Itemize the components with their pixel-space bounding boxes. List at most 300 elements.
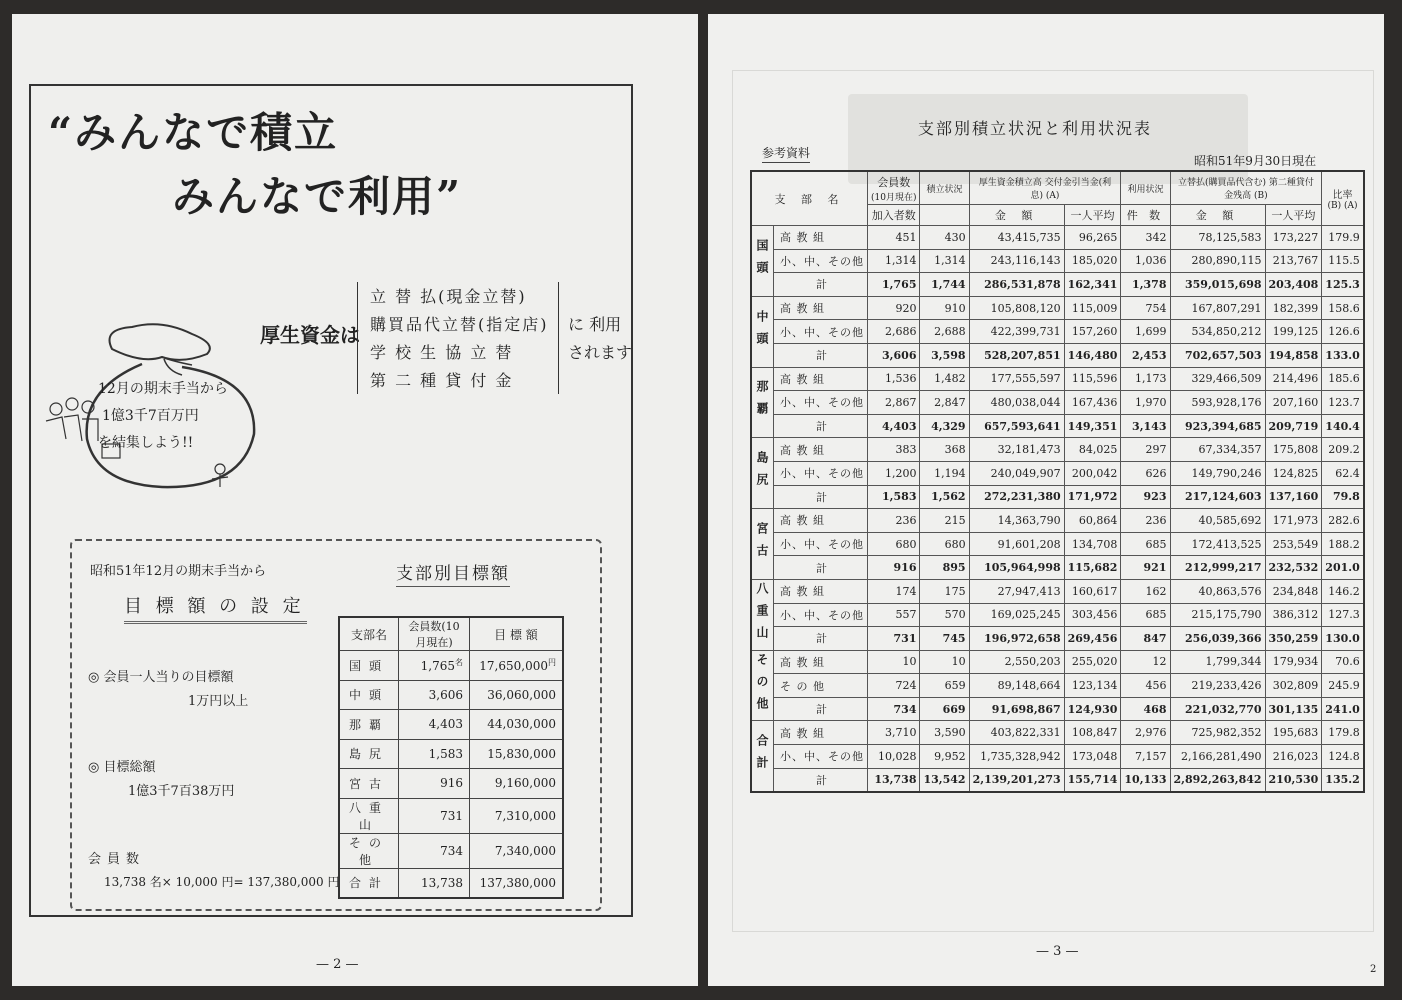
- cell-amount: 422,399,731: [969, 320, 1064, 344]
- cell-uavg: 214,496: [1265, 367, 1322, 391]
- cell-uavg: 182,399: [1265, 296, 1322, 320]
- target-members: [399, 680, 470, 710]
- cell-cases: 1,036: [1121, 249, 1170, 273]
- cell-usage: 329,466,509: [1170, 367, 1265, 391]
- cell-usage: 40,585,692: [1170, 509, 1265, 533]
- page-number-left: — 2 —: [316, 957, 359, 972]
- header-enrolled: 加入者数: [868, 205, 920, 226]
- target-table-header: [339, 617, 563, 651]
- cell-uavg: 173,227: [1265, 226, 1322, 250]
- cell-uavg: 216,023: [1265, 745, 1322, 769]
- branch-name: 国頭: [751, 226, 774, 297]
- cell-uavg: 232,532: [1265, 556, 1322, 580]
- target-branch: 合計: [339, 868, 399, 898]
- header-ratio: [1322, 171, 1364, 226]
- cell-members: 1,765: [868, 273, 920, 297]
- table-row: [751, 461, 1364, 485]
- cell-enrolled: 10: [920, 650, 969, 674]
- cell-enrolled: 910: [920, 296, 969, 320]
- table-row: [751, 650, 1364, 674]
- target-table-row: [339, 680, 563, 710]
- target-branch: 那覇: [339, 710, 399, 740]
- cell-uavg: 171,973: [1265, 509, 1322, 533]
- table-header-row: [751, 171, 1364, 205]
- cell-usage: 923,394,685: [1170, 414, 1265, 438]
- cell-members: 734: [868, 697, 920, 721]
- table-row: [751, 697, 1364, 721]
- cell-usage: 1,799,344: [1170, 650, 1265, 674]
- cell-enrolled: 2,847: [920, 391, 969, 415]
- cell-enrolled: 4,329: [920, 414, 969, 438]
- cell-enrolled: 215: [920, 509, 969, 533]
- cell-uavg: 213,767: [1265, 249, 1322, 273]
- cell-enrolled: 1,482: [920, 367, 969, 391]
- category-label: 小、中、その他: [774, 745, 868, 769]
- table-row: [751, 296, 1364, 320]
- goal-heading: 目 標 額 の 設 定: [124, 592, 307, 624]
- category-label: 高 教 組: [774, 296, 868, 320]
- table-row: [751, 485, 1364, 509]
- fund-uses-list: [357, 282, 559, 394]
- table-row: [751, 745, 1364, 769]
- goal-per-member-label: ◎ 会員一人当りの目標額: [88, 670, 234, 685]
- cell-cases: 626: [1121, 461, 1170, 485]
- target-amount: [470, 651, 564, 681]
- cell-avg: 255,020: [1064, 650, 1121, 674]
- cell-uavg: 195,683: [1265, 721, 1322, 745]
- cell-avg: 96,265: [1064, 226, 1121, 250]
- cell-members: 3,710: [868, 721, 920, 745]
- cell-uavg: 210,530: [1265, 768, 1322, 792]
- cell-uavg: 203,408: [1265, 273, 1322, 297]
- category-label: 小、中、その他: [774, 249, 868, 273]
- target-amount-value: 36,060,000: [487, 687, 556, 702]
- cell-ratio: 79.8: [1322, 485, 1364, 509]
- cell-cases: 685: [1121, 603, 1170, 627]
- cell-cases: 297: [1121, 438, 1170, 462]
- cell-ratio: 125.3: [1322, 273, 1364, 297]
- target-table-body: [339, 651, 563, 899]
- cell-usage: 359,015,698: [1170, 273, 1265, 297]
- target-members: [399, 833, 470, 868]
- cell-ratio: 241.0: [1322, 697, 1364, 721]
- table-row: [751, 343, 1364, 367]
- cell-cases: 10,133: [1121, 768, 1170, 792]
- cell-cases: 3,143: [1121, 414, 1170, 438]
- category-label: そ の 他: [774, 674, 868, 698]
- cell-avg: 115,009: [1064, 296, 1121, 320]
- cell-cases: 2,976: [1121, 721, 1170, 745]
- table-row: [751, 391, 1364, 415]
- cell-uavg: 234,848: [1265, 579, 1322, 603]
- branch-table-body: [751, 226, 1364, 793]
- slogan-line-2: みんなで利用”: [172, 172, 463, 221]
- target-table-row: [339, 651, 563, 681]
- cell-avg: 123,134: [1064, 674, 1121, 698]
- cell-amount: 240,049,907: [969, 461, 1064, 485]
- cell-enrolled: 680: [920, 532, 969, 556]
- target-amount-value: 15,830,000: [487, 746, 556, 761]
- target-amount: [470, 680, 564, 710]
- cell-usage: 221,032,770: [1170, 697, 1265, 721]
- table-row: [751, 438, 1364, 462]
- cell-cases: 456: [1121, 674, 1170, 698]
- cell-usage: 256,039,366: [1170, 627, 1265, 651]
- table-row: [751, 509, 1364, 533]
- cell-avg: 124,930: [1064, 697, 1121, 721]
- category-label: 計: [774, 485, 868, 509]
- cell-ratio: 140.4: [1322, 414, 1364, 438]
- left-page: [12, 14, 698, 986]
- cell-ratio: 123.7: [1322, 391, 1364, 415]
- cell-cases: 1,378: [1121, 273, 1170, 297]
- category-label: 高 教 組: [774, 650, 868, 674]
- cell-enrolled: 3,590: [920, 721, 969, 745]
- table-row: [751, 768, 1364, 792]
- header-ratio-formula: (B) (A): [1327, 201, 1358, 211]
- category-label: 計: [774, 273, 868, 297]
- header-usage-desc: 立替払(購買品代含む) 第二種貸付金残高 (B): [1170, 171, 1322, 205]
- cell-cases: 162: [1121, 579, 1170, 603]
- header-enrolled-count: [920, 205, 969, 226]
- category-label: 計: [774, 627, 868, 651]
- cell-usage: 2,892,263,842: [1170, 768, 1265, 792]
- branch-name: 中頭: [751, 296, 774, 367]
- reference-label: 参考資料: [762, 144, 810, 163]
- category-label: 計: [774, 414, 868, 438]
- cell-avg: 146,480: [1064, 343, 1121, 367]
- cell-uavg: 253,549: [1265, 532, 1322, 556]
- cell-members: 680: [868, 532, 920, 556]
- header-ratio-label: 比率: [1332, 190, 1353, 201]
- cell-enrolled: 659: [920, 674, 969, 698]
- fund-use-item: 第 二 種 貸 付 金: [370, 371, 514, 390]
- target-members-value: 916: [440, 776, 463, 791]
- target-amount: [470, 710, 564, 740]
- cell-ratio: 185.6: [1322, 367, 1364, 391]
- cell-avg: 167,436: [1064, 391, 1121, 415]
- cell-usage: 702,657,503: [1170, 343, 1265, 367]
- category-label: 高 教 組: [774, 438, 868, 462]
- cell-avg: 269,456: [1064, 627, 1121, 651]
- cell-usage: 167,807,291: [1170, 296, 1265, 320]
- cell-ratio: 126.6: [1322, 320, 1364, 344]
- branch-name: 那覇: [751, 367, 774, 438]
- cell-enrolled: 2,688: [920, 320, 969, 344]
- header-savings-status: 積立状況: [920, 171, 969, 205]
- cell-avg: 115,682: [1064, 556, 1121, 580]
- table-row: [751, 249, 1364, 273]
- header-usage-status: 利用状況: [1121, 171, 1170, 205]
- cell-enrolled: 1,194: [920, 461, 969, 485]
- table-row: [751, 414, 1364, 438]
- cell-avg: 108,847: [1064, 721, 1121, 745]
- category-label: 計: [774, 697, 868, 721]
- header-usage-per-person: 一人平均: [1265, 205, 1322, 226]
- cell-members: 2,867: [868, 391, 920, 415]
- cell-enrolled: 3,598: [920, 343, 969, 367]
- cell-ratio: 201.0: [1322, 556, 1364, 580]
- cell-avg: 115,596: [1064, 367, 1121, 391]
- right-page: [708, 14, 1384, 986]
- cell-ratio: 135.2: [1322, 768, 1364, 792]
- cell-amount: 196,972,658: [969, 627, 1064, 651]
- cell-usage: 2,166,281,490: [1170, 745, 1265, 769]
- cell-amount: 32,181,473: [969, 438, 1064, 462]
- cell-members: 1,200: [868, 461, 920, 485]
- cell-amount: 105,964,998: [969, 556, 1064, 580]
- cell-avg: 162,341: [1064, 273, 1121, 297]
- cell-uavg: 302,809: [1265, 674, 1322, 698]
- cell-amount: 272,231,380: [969, 485, 1064, 509]
- cell-ratio: 179.8: [1322, 721, 1364, 745]
- cell-cases: 921: [1121, 556, 1170, 580]
- category-label: 高 教 組: [774, 226, 868, 250]
- branch-name: 宮古: [751, 509, 774, 580]
- goal-per-member-value: 1万円以上: [188, 694, 249, 709]
- cell-ratio: 245.9: [1322, 674, 1364, 698]
- target-members: [399, 651, 470, 681]
- cell-cases: 754: [1121, 296, 1170, 320]
- cell-enrolled: 13,542: [920, 768, 969, 792]
- cell-ratio: 209.2: [1322, 438, 1364, 462]
- header-amount: 金 額: [969, 205, 1064, 226]
- cell-ratio: 146.2: [1322, 579, 1364, 603]
- target-branch: 宮古: [339, 769, 399, 799]
- cell-ratio: 188.2: [1322, 532, 1364, 556]
- cell-avg: 303,456: [1064, 603, 1121, 627]
- target-amount-value: 17,650,000: [479, 659, 548, 674]
- category-label: 小、中、その他: [774, 320, 868, 344]
- cell-uavg: 301,135: [1265, 697, 1322, 721]
- table-row: [751, 367, 1364, 391]
- cell-cases: 1,699: [1121, 320, 1170, 344]
- cell-members: 10: [868, 650, 920, 674]
- bag-text-line: 1億3千7百万円: [102, 408, 199, 424]
- target-members-value: 4,403: [428, 717, 463, 732]
- goal-total-value: 1億3千7百38万円: [128, 784, 235, 799]
- cell-ratio: 158.6: [1322, 296, 1364, 320]
- header-members: [868, 171, 920, 205]
- table-row: [751, 532, 1364, 556]
- cell-members: 13,738: [868, 768, 920, 792]
- cell-members: 10,028: [868, 745, 920, 769]
- cell-cases: 12: [1121, 650, 1170, 674]
- branch-name: 島尻: [751, 438, 774, 509]
- fund-use-item: 学 校 生 協 立 替: [370, 343, 514, 362]
- cell-enrolled: 1,562: [920, 485, 969, 509]
- category-label: 高 教 組: [774, 579, 868, 603]
- cell-amount: 286,531,878: [969, 273, 1064, 297]
- unit-target: 円: [548, 658, 556, 668]
- target-members: [399, 769, 470, 799]
- table-row: [751, 226, 1364, 250]
- cell-ratio: 62.4: [1322, 461, 1364, 485]
- table-date: 昭和51年9月30日現在: [1194, 154, 1317, 168]
- table-row: [751, 579, 1364, 603]
- goal-intro: 昭和51年12月の期末手当から: [90, 564, 267, 579]
- target-amount: [470, 798, 564, 833]
- cell-ratio: 127.3: [1322, 603, 1364, 627]
- cell-cases: 468: [1121, 697, 1170, 721]
- cell-usage: 172,413,525: [1170, 532, 1265, 556]
- cell-uavg: 199,125: [1265, 320, 1322, 344]
- cell-amount: 91,601,208: [969, 532, 1064, 556]
- cell-usage: 725,982,352: [1170, 721, 1265, 745]
- bag-text-line: 12月の期末手当から: [98, 381, 228, 397]
- cell-members: 1,314: [868, 249, 920, 273]
- target-members-value: 13,738: [421, 875, 463, 890]
- cell-usage: 219,233,426: [1170, 674, 1265, 698]
- table-row: [751, 556, 1364, 580]
- cell-enrolled: 895: [920, 556, 969, 580]
- cell-avg: 200,042: [1064, 461, 1121, 485]
- cell-usage: 534,850,212: [1170, 320, 1265, 344]
- category-label: 小、中、その他: [774, 532, 868, 556]
- target-amount-value: 7,310,000: [494, 808, 556, 823]
- cell-uavg: 179,934: [1265, 650, 1322, 674]
- corner-mark: 2: [1370, 964, 1377, 975]
- cell-amount: 528,207,851: [969, 343, 1064, 367]
- cell-ratio: 179.9: [1322, 226, 1364, 250]
- header-members-label: 会員数: [877, 175, 911, 189]
- cell-uavg: 194,858: [1265, 343, 1322, 367]
- fund-use-item: 購買品代立替(指定店): [370, 315, 549, 334]
- money-bag-text: [98, 376, 228, 457]
- target-members-value: 3,606: [428, 687, 463, 702]
- cell-amount: 14,363,790: [969, 509, 1064, 533]
- cell-amount: 403,822,331: [969, 721, 1064, 745]
- cell-usage: 67,334,357: [1170, 438, 1265, 462]
- cell-amount: 480,038,044: [969, 391, 1064, 415]
- fund-lead-text: 厚生資金は: [260, 323, 360, 347]
- cell-amount: 27,947,413: [969, 579, 1064, 603]
- target-amount: [470, 833, 564, 868]
- cell-enrolled: 175: [920, 579, 969, 603]
- cell-cases: 847: [1121, 627, 1170, 651]
- target-table: [338, 616, 564, 899]
- cell-ratio: 124.8: [1322, 745, 1364, 769]
- header-branch: 支 部 名: [751, 171, 868, 226]
- cell-avg: 60,864: [1064, 509, 1121, 533]
- cell-avg: 157,260: [1064, 320, 1121, 344]
- fund-use-item: 立 替 払(現金立替): [370, 287, 527, 306]
- table-title: 支部別積立状況と利用状況表: [918, 119, 1153, 138]
- cell-usage: 212,999,217: [1170, 556, 1265, 580]
- category-label: 計: [774, 343, 868, 367]
- cell-uavg: 137,160: [1265, 485, 1322, 509]
- cell-usage: 78,125,583: [1170, 226, 1265, 250]
- cell-avg: 155,714: [1064, 768, 1121, 792]
- cell-uavg: 386,312: [1265, 603, 1322, 627]
- target-branch: 中頭: [339, 680, 399, 710]
- cell-amount: 177,555,597: [969, 367, 1064, 391]
- branch-name: 合計: [751, 721, 774, 792]
- cell-members: 383: [868, 438, 920, 462]
- cell-enrolled: 368: [920, 438, 969, 462]
- cell-avg: 171,972: [1064, 485, 1121, 509]
- target-table-row: [339, 710, 563, 740]
- header-savings-desc: 厚生資金積立高 交付金引当金(利息) (A): [969, 171, 1121, 205]
- header-members-note: (10月現在): [871, 192, 917, 203]
- cell-amount: 89,148,664: [969, 674, 1064, 698]
- cell-amount: 91,698,867: [969, 697, 1064, 721]
- target-members: [399, 739, 470, 769]
- cell-avg: 84,025: [1064, 438, 1121, 462]
- cell-uavg: 124,825: [1265, 461, 1322, 485]
- cell-uavg: 175,808: [1265, 438, 1322, 462]
- cell-cases: 923: [1121, 485, 1170, 509]
- table-row: [751, 721, 1364, 745]
- target-members: [399, 710, 470, 740]
- cell-avg: 160,617: [1064, 579, 1121, 603]
- cell-uavg: 207,160: [1265, 391, 1322, 415]
- branch-name: 八重山: [751, 579, 774, 650]
- cell-members: 920: [868, 296, 920, 320]
- cell-members: 1,583: [868, 485, 920, 509]
- target-table-title: 支部別目標額: [396, 559, 510, 587]
- target-table-row: [339, 798, 563, 833]
- category-label: 計: [774, 556, 868, 580]
- cell-members: 1,536: [868, 367, 920, 391]
- cell-usage: 593,928,176: [1170, 391, 1265, 415]
- target-header-target: 目 標 額: [470, 617, 564, 651]
- branch-name: その他: [751, 650, 774, 721]
- category-label: 高 教 組: [774, 509, 868, 533]
- cell-uavg: 209,719: [1265, 414, 1322, 438]
- branch-status-table: [750, 170, 1365, 793]
- target-branch: その他: [339, 833, 399, 868]
- target-table-row: [339, 868, 563, 898]
- cell-avg: 149,351: [1064, 414, 1121, 438]
- page-number-right: — 3 —: [1036, 944, 1079, 959]
- cell-members: 451: [868, 226, 920, 250]
- target-amount: [470, 739, 564, 769]
- cell-amount: 657,593,641: [969, 414, 1064, 438]
- category-label: 小、中、その他: [774, 603, 868, 627]
- cell-avg: 185,020: [1064, 249, 1121, 273]
- cell-enrolled: 570: [920, 603, 969, 627]
- target-amount-value: 137,380,000: [479, 875, 556, 890]
- cell-amount: 243,116,143: [969, 249, 1064, 273]
- target-members: [399, 868, 470, 898]
- cell-members: 731: [868, 627, 920, 651]
- target-table-row: [339, 769, 563, 799]
- cell-amount: 43,415,735: [969, 226, 1064, 250]
- category-label: 小、中、その他: [774, 461, 868, 485]
- target-table-row: [339, 739, 563, 769]
- unit-members: 名: [455, 658, 463, 668]
- target-amount-value: 7,340,000: [494, 843, 556, 858]
- cell-members: 3,606: [868, 343, 920, 367]
- cell-ratio: 133.0: [1322, 343, 1364, 367]
- cell-avg: 134,708: [1064, 532, 1121, 556]
- target-members-value: 1,765: [420, 659, 455, 674]
- cell-usage: 217,124,603: [1170, 485, 1265, 509]
- fund-use-suffix: されます: [568, 343, 633, 362]
- header-cases: 件 数: [1121, 205, 1170, 226]
- cell-amount: 105,808,120: [969, 296, 1064, 320]
- table-row: [751, 320, 1364, 344]
- cell-cases: 7,157: [1121, 745, 1170, 769]
- target-branch: 島尻: [339, 739, 399, 769]
- target-members: [399, 798, 470, 833]
- table-row: [751, 603, 1364, 627]
- cell-enrolled: 9,952: [920, 745, 969, 769]
- target-header-members: 会員数(10月現在): [399, 617, 470, 651]
- target-branch: 国頭: [339, 651, 399, 681]
- cell-ratio: 130.0: [1322, 627, 1364, 651]
